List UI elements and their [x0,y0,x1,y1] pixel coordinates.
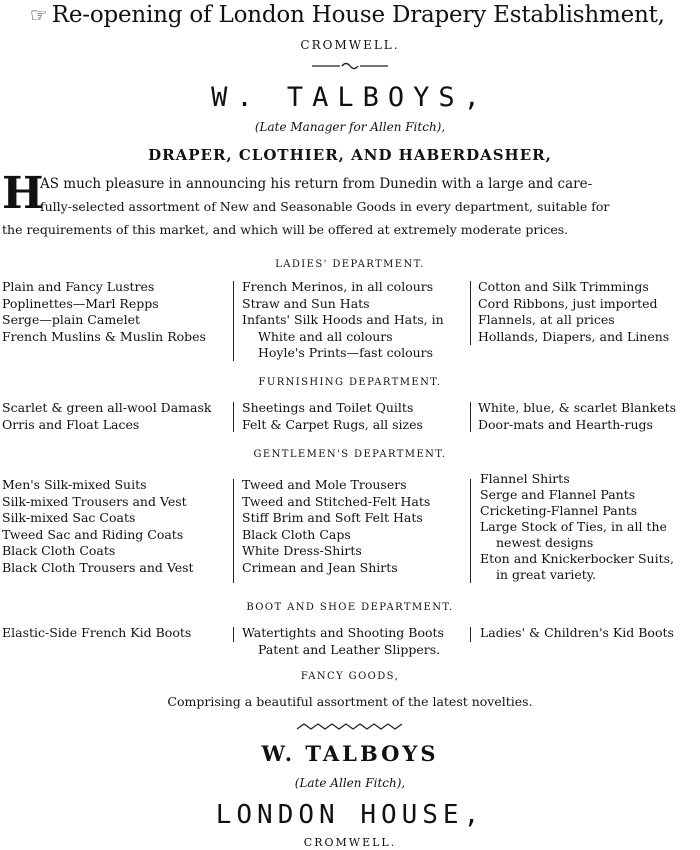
list-item: Straw and Sun Hats [242,295,370,311]
headline [30,2,665,28]
list-item: Cord Ribbons, just imported [478,295,658,311]
list-item: Tweed Sac and Riding Coats [2,526,184,542]
list-item: Flannel Shirts [480,471,570,486]
footer-former-role: (Late Allen Fitch), [294,776,406,790]
list-item: Cricketing-Flannel Pants [480,503,638,518]
list-item: White Dress-Shirts [242,543,362,558]
list-item: Hollands, Diapers, and Linens [478,328,670,344]
list-item: newest designs [496,535,594,550]
boots-column-1 [2,625,191,642]
list-item: in great variety. [496,567,597,582]
boots-department-title: BOOT AND SHOE DEPARTMENT. [246,602,454,613]
list-item: Men's Silk-mixed Suits [2,477,147,492]
boots-column-2 [242,625,444,658]
ornament-divider-icon [0,60,700,75]
footer-proprietor: W. TALBOYS [261,741,439,766]
column-divider [233,402,234,432]
intro-line-1: AS much pleasure in announcing his return from Dunedin with a large and care- [40,176,593,192]
list-item: French Muslins & Muslin Robes [2,328,206,344]
column-divider [470,627,471,642]
column-divider [233,281,234,361]
list-item: French Merinos, in all colours [242,279,434,294]
list-item: Poplinettes—Marl Repps [2,295,159,311]
intro-line-2: fully-selected assortment of New and Seasonable Goods in every department, suitable for [40,199,610,214]
intro-line-3: the requirements of this market, and which will be offered at extremely moderate prices. [2,222,569,237]
ladies-department-title: LADIES' DEPARTMENT. [275,259,425,270]
list-item: Stiff Brim and Soft Felt Hats [242,510,423,525]
list-item: Elastic-Side French Kid Boots [2,625,192,640]
list-item: White, blue, & scarlet Blankets [478,400,677,415]
list-item: Patent and Leather Slippers. [258,641,441,657]
ladies-column-3 [478,279,669,345]
fancy-goods-description: Comprising a beautiful assortment of the latest novelties. [167,694,533,709]
list-item: Black Cloth Trousers and Vest [2,559,194,575]
column-divider [233,479,234,583]
list-item: Plain and Fancy Lustres [2,279,155,294]
list-item: Watertights and Shooting Boots [242,625,444,640]
column-divider [470,281,471,345]
list-item: Eton and Knickerbocker Suits, [480,551,674,566]
list-item: Door-mats and Hearth-rugs [478,416,653,432]
list-item: Crimean and Jean Shirts [242,559,398,575]
drop-cap: H [2,168,44,219]
gentlemen-column-2 [242,477,430,576]
town-name: CROMWELL. [300,38,400,52]
ladies-column-2 [242,279,444,362]
proprietor-name: W. TALBOYS, [211,82,489,113]
furnishing-column-3 [478,400,676,433]
wave-ornament-icon [0,718,700,737]
list-item: White and all colours [258,328,393,344]
list-item: Infants' Silk Hoods and Hats, in [242,312,444,327]
list-item: Silk-mixed Trousers and Vest [2,493,187,509]
list-item: Hoyle's Prints—fast colours [258,345,434,360]
list-item: Black Cloth Coats [2,543,116,558]
list-item: Tweed and Stitched-Felt Hats [242,493,431,509]
column-divider [233,627,234,642]
list-item: Black Cloth Caps [242,526,351,542]
list-item: Cotton and Silk Trimmings [478,279,649,294]
gentlemen-column-1 [2,477,194,576]
trade-description: DRAPER, CLOTHIER, AND HABERDASHER, [148,146,552,164]
list-item: Serge—plain Camelet [2,312,140,327]
list-item: Ladies' & Children's Kid Boots [480,625,674,640]
list-item: Sheetings and Toilet Quilts [242,400,414,415]
column-divider [470,479,471,583]
list-item: Serge and Flannel Pants [480,487,636,502]
list-item: Large Stock of Ties, in all the [480,519,667,534]
gentlemen-column-3 [480,471,674,583]
furnishing-department-title: FURNISHING DEPARTMENT. [258,377,442,388]
list-item: Silk-mixed Sac Coats [2,510,136,525]
list-item: Tweed and Mole Trousers [242,477,407,492]
shop-name: LONDON HOUSE, [215,800,485,830]
list-item: Felt & Carpet Rugs, all sizes [242,416,423,432]
list-item: Flannels, at all prices [478,312,615,327]
footer-town: CROMWELL. [303,836,397,849]
furnishing-column-2 [242,400,423,433]
former-role: (Late Manager for Allen Fitch), [254,120,446,134]
gentlemen-department-title: GENTLEMEN'S DEPARTMENT. [253,449,447,460]
list-item: Orris and Float Laces [2,416,140,432]
list-item: Scarlet & green all-wool Damask [2,400,212,415]
furnishing-column-1 [2,400,211,433]
pointing-hand-icon: ☜ [30,3,48,27]
ladies-column-1 [2,279,206,345]
column-divider [470,402,471,432]
headline-text: Re-opening of London House Drapery Establishment, [51,2,665,28]
boots-column-3 [480,625,674,642]
fancy-goods-title: FANCY GOODS, [300,671,400,682]
